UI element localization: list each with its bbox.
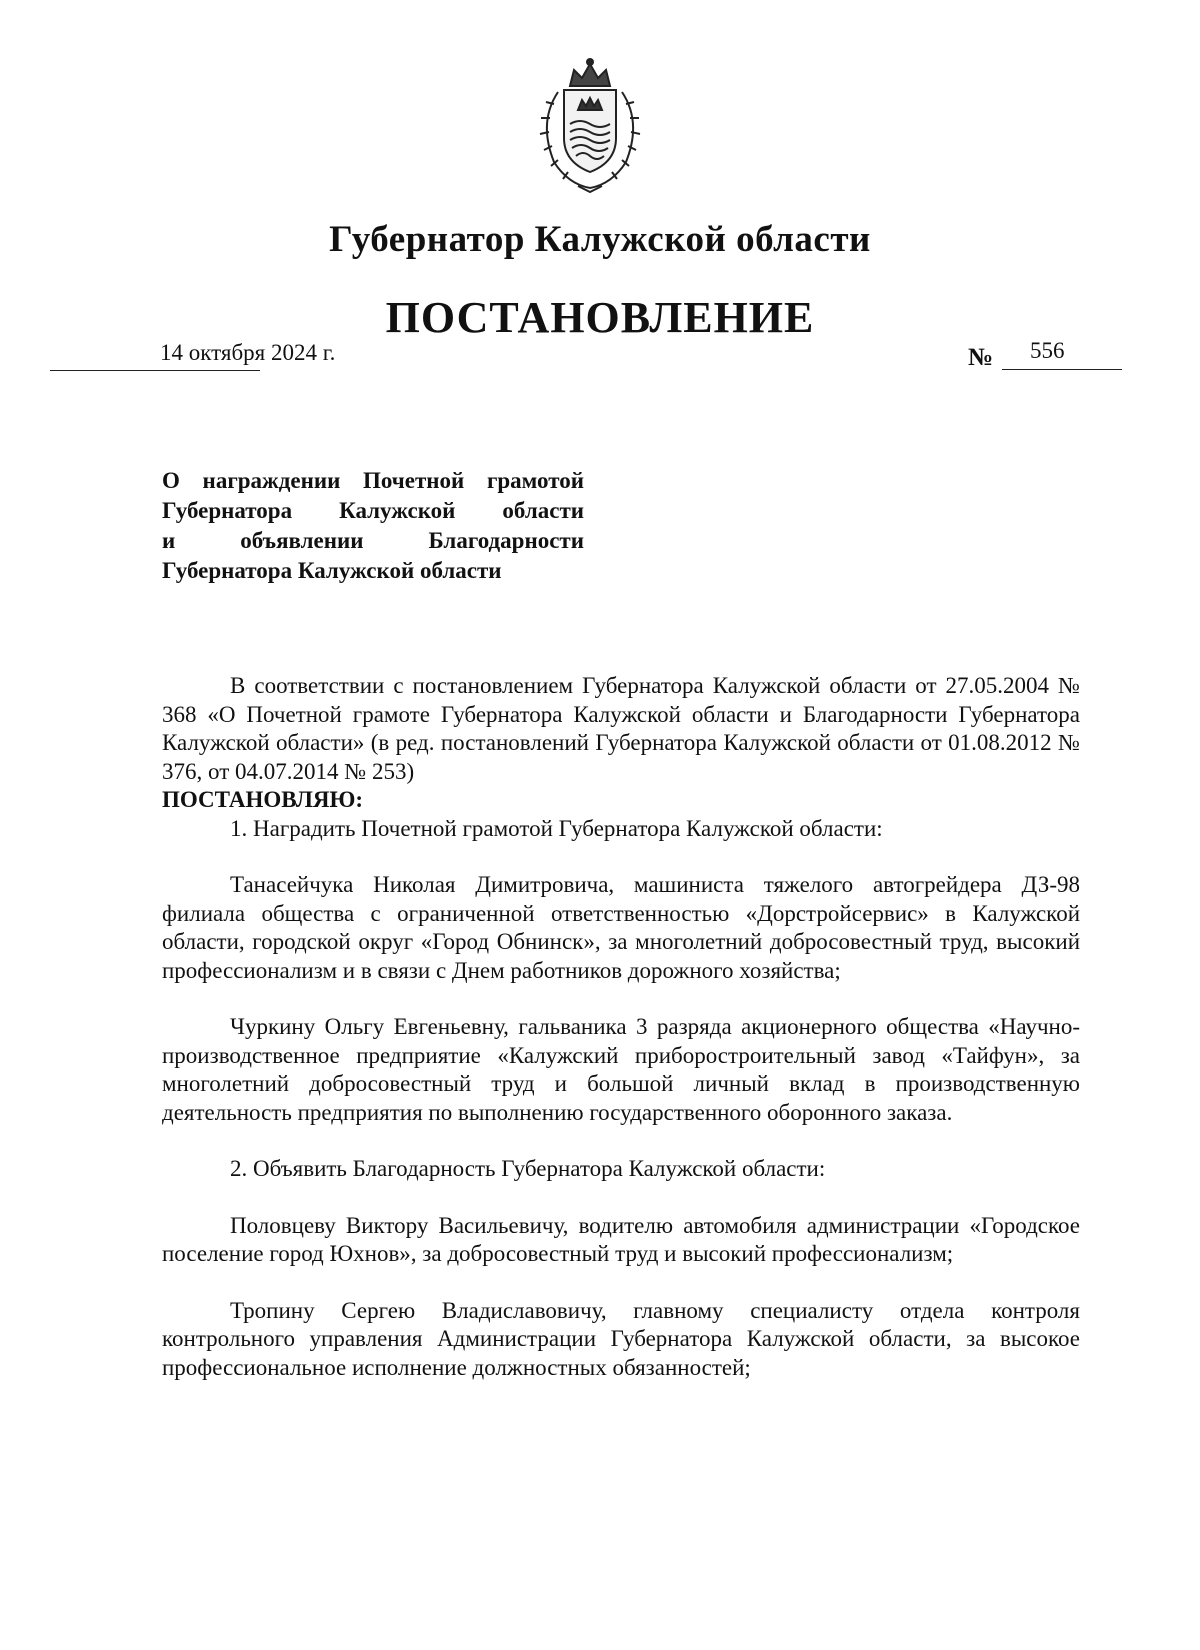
item-2-heading: 2. Объявить Благодарность Губернатора Калужской области: <box>230 1156 826 1181</box>
document-subject <box>162 466 584 586</box>
item-1-heading: 1. Наградить Почетной грамотой Губернатора Калужской области: <box>230 815 883 841</box>
award-entry: Танасейчука Николая Димитровича, машиниста тяжелого автогрейдера ДЗ-98 филиала общества с ограниченной ответственностью «Дорстройсервис» в Калужской области, городской округ «Город Обнинск», за многолетний добросовестный труд, высокий профессионализм и в связи с Днем работников дорожного хозяйства; <box>162 872 1080 983</box>
date-underline <box>50 370 260 371</box>
document-number: 556 <box>1030 338 1065 363</box>
subject-line: и объявлении Благодарности <box>162 528 584 553</box>
award-entry: Чуркину Ольгу Евгеньевну, гальваника 3 разряда акционерного общества «Научно-производственное предприятие «Калужский приборостроительный завод «Тайфун», за многолетний добросовестный труд и большой личный вклад в производственную деятельность предприятия по выполнению государственного оборонного заказа. <box>162 1014 1080 1125</box>
document-body <box>162 672 1080 1382</box>
document-date: 14 октября 2024 г. <box>160 340 336 365</box>
subject-line: Губернатора Калужской области <box>162 498 584 523</box>
coat-of-arms-icon <box>524 52 656 194</box>
number-underline <box>1002 369 1122 370</box>
gratitude-entry: Половцеву Виктору Васильевичу, водителю автомобиля администрации «Городское поселение город Юхнов», за добросовестный труд и высокий профессионализм; <box>162 1212 1080 1266</box>
subject-line: Губернатора Калужской области <box>162 558 502 583</box>
document-type-title: ПОСТАНОВЛЕНИЕ <box>385 293 815 342</box>
issuing-authority: Губернатор Калужской области <box>329 219 871 260</box>
number-label: № <box>968 344 994 371</box>
preamble-paragraph: В соответствии с постановлением Губернатора Калужской области от 27.05.2004 № 368 «О Почетной грамоте Губернатора Калужской области и Благодарности Губернатора Калужской области» (в ред. постановлений Губернатора Калужской области от 01.08.2012 № 376, от 04.07.2014 № 253) <box>162 673 1080 784</box>
decree-word: ПОСТАНОВЛЯЮ: <box>162 787 364 812</box>
subject-line: О награждении Почетной грамотой <box>162 468 584 493</box>
gratitude-entry: Тропину Сергею Владиславовичу, главному специалисту отдела контроля контрольного управления Администрации Губернатора Калужской области, за высокое профессиональное исполнение должностных обязанностей; <box>162 1297 1080 1380</box>
